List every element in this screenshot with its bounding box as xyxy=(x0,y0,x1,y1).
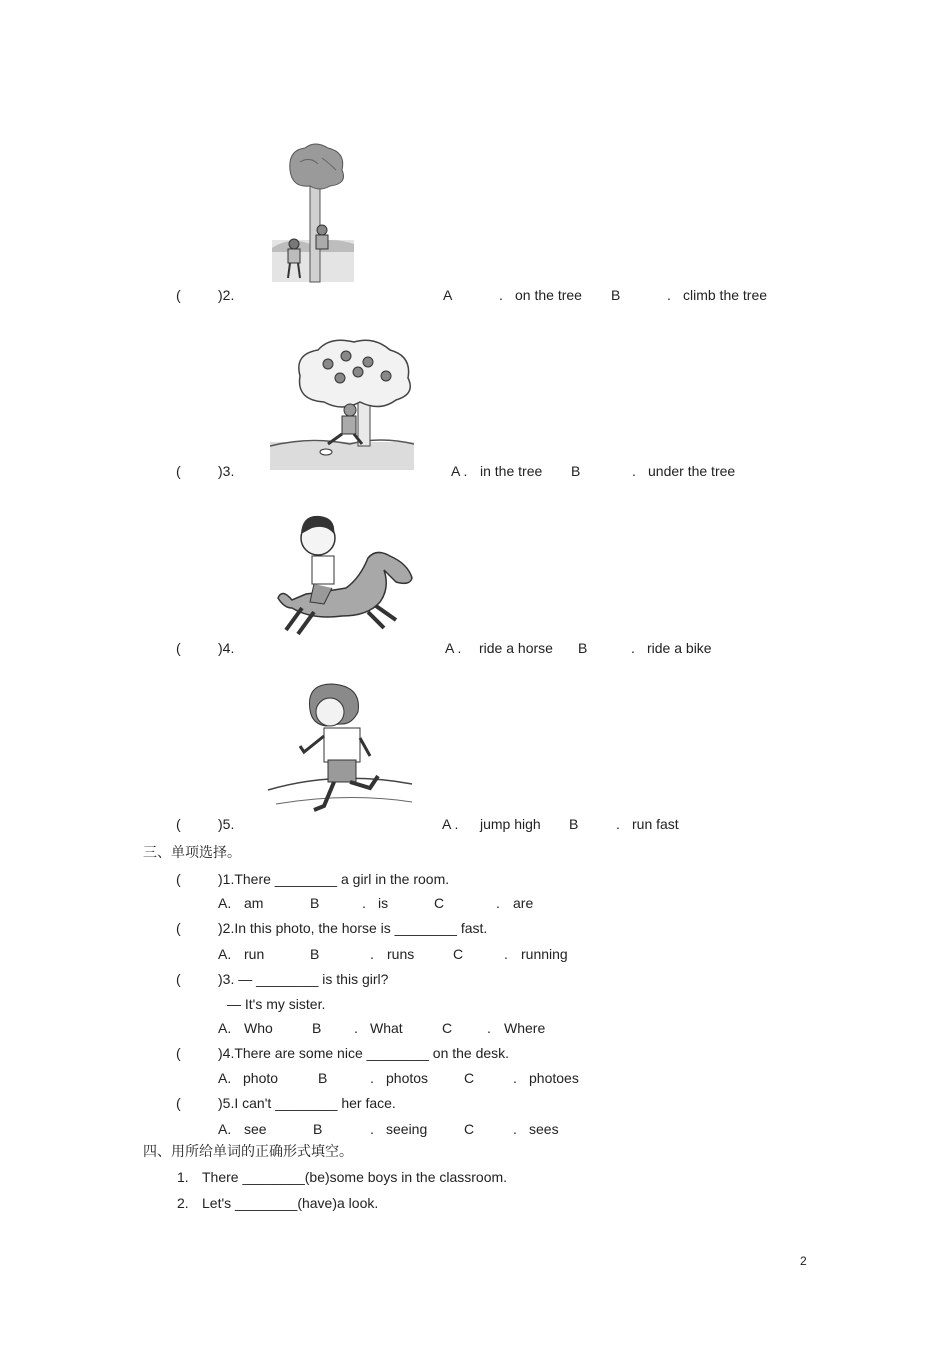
option-a-text: run xyxy=(244,946,265,962)
option-a-letter: A . xyxy=(442,816,459,832)
option-a-letter: A . xyxy=(445,640,462,656)
option-c-dot: . xyxy=(513,1070,517,1086)
option-a-text: photo xyxy=(243,1070,279,1086)
option-a-text: on the tree xyxy=(515,287,582,303)
question-number: )4. xyxy=(218,640,235,656)
answer-paren[interactable]: ( xyxy=(176,463,181,479)
option-a-label: A. xyxy=(218,1121,232,1137)
option-a-label: A. xyxy=(218,946,232,962)
question-stem: )1.There ________ a girl in the room. xyxy=(218,871,450,887)
answer-paren[interactable]: ( xyxy=(176,971,181,987)
option-b-dot: . xyxy=(632,463,636,479)
option-c-dot: . xyxy=(513,1121,517,1137)
item-text[interactable]: Let's ________(have)a look. xyxy=(202,1195,379,1211)
option-b-text: climb the tree xyxy=(683,287,768,303)
option-c-text: photoes xyxy=(529,1070,579,1086)
option-c-dot: . xyxy=(496,895,500,911)
option-b-text: runs xyxy=(387,946,415,962)
option-b-letter: B xyxy=(569,816,579,832)
option-b-dot: . xyxy=(631,640,635,656)
option-c-text: sees xyxy=(529,1121,559,1137)
option-c-text: running xyxy=(521,946,568,962)
option-b-text: run fast xyxy=(632,816,679,832)
option-c-text: are xyxy=(513,895,534,911)
question-number: )3. xyxy=(218,463,235,479)
option-a-letter: A . xyxy=(451,463,468,479)
page-number: 2 xyxy=(800,1254,807,1268)
section-4-heading: 四、用所给单词的正确形式填空。 xyxy=(143,1144,353,1160)
question-stem: )5.I can't ________ her face. xyxy=(218,1095,396,1111)
question-stem: )3. — ________ is this girl? xyxy=(218,971,389,987)
option-a-dot: . xyxy=(499,287,503,303)
option-c-label: C xyxy=(453,946,464,962)
question-number: )2. xyxy=(218,287,235,303)
option-b-label: B xyxy=(313,1121,323,1137)
question-stem: )2.In this photo, the horse is ________ fast. xyxy=(218,920,488,936)
option-c-label: C xyxy=(464,1121,475,1137)
option-b-text: ride a bike xyxy=(647,640,712,656)
option-a-label: A. xyxy=(218,1020,232,1036)
option-b-dot: . xyxy=(370,1121,374,1137)
answer-paren[interactable]: ( xyxy=(176,871,181,887)
option-b-text: under the tree xyxy=(648,463,736,479)
option-c-label: C xyxy=(442,1020,453,1036)
option-b-dot: . xyxy=(370,1070,374,1086)
option-c-dot: . xyxy=(504,946,508,962)
answer-paren[interactable]: ( xyxy=(176,287,181,303)
option-b-text: What xyxy=(370,1020,403,1036)
option-c-text: Where xyxy=(504,1020,546,1036)
answer-paren[interactable]: ( xyxy=(176,816,181,832)
option-a-text: jump high xyxy=(480,816,541,832)
apple-tree-picture xyxy=(270,336,414,470)
option-a-text: see xyxy=(244,1121,267,1137)
horse-riding-picture xyxy=(272,508,416,640)
option-b-dot: . xyxy=(616,816,620,832)
option-b-dot: . xyxy=(354,1020,358,1036)
option-b-label: B xyxy=(310,946,320,962)
option-b-text: seeing xyxy=(386,1121,428,1137)
question-stem: )4.There are some nice ________ on the desk. xyxy=(218,1045,510,1061)
option-b-label: B xyxy=(312,1020,322,1036)
option-b-letter: B xyxy=(611,287,621,303)
option-b-dot: . xyxy=(362,895,366,911)
answer-paren[interactable]: ( xyxy=(176,640,181,656)
item-text[interactable]: There ________(be)some boys in the classroom. xyxy=(202,1169,508,1185)
option-a-label: A. xyxy=(218,1070,232,1086)
option-c-label: C xyxy=(464,1070,475,1086)
option-a-text: ride a horse xyxy=(479,640,553,656)
item-number: 2. xyxy=(177,1195,189,1211)
answer-paren[interactable]: ( xyxy=(176,1095,181,1111)
option-b-label: B xyxy=(310,895,320,911)
option-c-label: C xyxy=(434,895,445,911)
option-b-letter: B xyxy=(571,463,581,479)
option-b-dot: . xyxy=(667,287,671,303)
option-c-dot: . xyxy=(487,1020,491,1036)
option-a-label: A. xyxy=(218,895,232,911)
option-b-text: is xyxy=(378,895,389,911)
item-number: 1. xyxy=(177,1169,189,1185)
option-b-text: photos xyxy=(386,1070,429,1086)
running-girl-picture xyxy=(266,680,414,820)
option-a-text: Who xyxy=(244,1020,273,1036)
tree-climbing-picture xyxy=(270,140,356,284)
option-b-dot: . xyxy=(370,946,374,962)
option-a-letter: A xyxy=(443,287,453,303)
question-dialogue: — It's my sister. xyxy=(227,996,326,1012)
section-3-heading: 三、单项选择。 xyxy=(143,845,241,861)
answer-paren[interactable]: ( xyxy=(176,920,181,936)
option-a-text: in the tree xyxy=(480,463,543,479)
answer-paren[interactable]: ( xyxy=(176,1045,181,1061)
question-number: )5. xyxy=(218,816,235,832)
option-a-text: am xyxy=(244,895,264,911)
option-b-label: B xyxy=(318,1070,328,1086)
option-b-letter: B xyxy=(578,640,588,656)
